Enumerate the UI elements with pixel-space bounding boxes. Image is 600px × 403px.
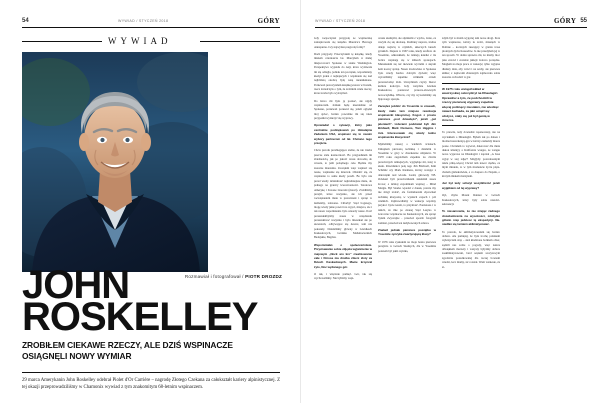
headline-first-name: JOHN	[22, 263, 130, 307]
body-paragraph: Gdy rozpoczynał przygodę ze wspinaczką zainspirowała się książka Maurice'a Herzoga Annapurna. Czy najwyższą nagrodą formy?	[314, 36, 372, 49]
right-running-head	[315, 16, 587, 26]
body-paragraph: To prawda, że aklimatyzowałem się bardzo dobrze. Ale pamiętaj, że była trochę polskiem wykrzyciem stóp – ależ kładzione bolkiem obter, sądzili nas sobie o pogody, więc natrze dźwiękiem maczety i wszysty byłyśmy dobrze zaaklimatyzowani, bard sządem szczytowym zgodzicie pozadkowniej dla raczej bowiem wiedzi, lecz mamy, sic rozstał. Wam wzniesie, że si-	[442, 229, 500, 269]
body-paragraph: Myśleliśmy naszej o wielkich ścianach. Uklupłem pierwszą techniką i działalni w Yosemite w góry w charakterze ubijaków. W 1970 roku zagościłem zupełnie na chwile przeciwnych tamtejszych, wyglądaje mi, tutaj w skale. Równiknicz jedą tego Jim Bridwell, Kim Schmitz czy Mark Klemens, którzy wołając z dziewiątki nad wiosłu. Ludzi, gmowały T.B. Ociekuń byli przeciwnikiem nakładali nasze żrowa; a dzisiaj zapominam wspinaj – Mind Margis. Był Szarko wpadać z danek, prawie my nie mógł zrobić, ale formularzem zipowskal techniką klasyczną w wyskich zapach i pół wielkich. Zajmowaliśmy w wakacje wspólny jezyka i bycie terem, to przymość. Poniszona i w takich, że mie po znanej Stąd Lesyko w Górowiec wspinacze na Kaskadowych, ale sprzęt byłem zwyczajne - przecież sposób fotografi zamiast, przecież ten dedykowanych zdawa.	[378, 142, 436, 225]
pull-question-box: W 1975 roku wstąpił wkład w wewrzyskiej oskrzydnył na Dhaulagiri. Oprawiłsz a tym, że podchodzili w rzeczy pierwszej wyprawy zupełnie więcej potknęcy musiałeś, nie wiedząc nawet żadnada, za jaki uciążł wy ułożysz, stały się już był genią w Amerce.	[442, 83, 500, 127]
section-rule-left	[22, 41, 102, 42]
headline-last-name: ROSKELLEY	[22, 295, 258, 339]
section-label: WYWIAD	[108, 36, 172, 46]
folio-left: 54	[22, 18, 29, 24]
left-top-rule	[22, 27, 280, 28]
lead-rule	[22, 372, 280, 373]
magazine-logo-right: GÓRY	[553, 17, 577, 25]
body-paragraph: W 1976 roku zyskałem na moje bezza pierwsze przejścia w Górach Skalnych, dla w Yosemite pozstem byl jekiś wynika,	[378, 239, 436, 253]
body-paragraph: Do łatwo mi było ją poznać, ale nigdy wspinaczem. Jednak będę niezależnie od Spokane, ponieważ poruszał się, jeżeli oglądał mój ojciec, bardzo poważnie mi się takie przypadki wydarzyć się wyprawy.	[314, 98, 372, 121]
left-running-head	[22, 16, 280, 26]
text-column-3	[442, 36, 500, 386]
byline-prefix: Rozmawiał i fotografował /	[184, 274, 244, 279]
body-paragraph: Oyi, chyba Mount Rainier w Górach Kaskadowych, który były sobie niezdol-sekwencji.	[442, 193, 500, 206]
issue-note-right: WYWIAD / STYCZEŃ 2018	[315, 19, 366, 23]
text-column-1	[314, 36, 372, 386]
byline-author: PIOTR DROZDZ	[245, 274, 282, 279]
byline	[185, 274, 282, 279]
folio-right: 55	[580, 18, 587, 24]
section-rule-right	[200, 41, 280, 42]
magazine-logo-left: GÓRY	[257, 17, 280, 25]
issue-note-left: WYWIAD / STYCZEŃ 2018	[118, 19, 169, 23]
interview-question: Zaczęłeś jeżdzić do Yosemite w czasach, kiedy mało tam miejsce rewolucja wspinaczki klasycznej. Kogoś z prostu pierwsze „pod dziewięćz", jeżeli „już jeleniach". Liderami podziwiał byli Jim Bridwell, Mark Clemens, Tom Higgins i inni. Interesowało cię wtedy tudno wspinaczka klasyczna?	[378, 104, 436, 139]
interview-question: Opowiadał o sytuacji, który jako centralnie podziękowań po Himalajów Zadaniem USA, wspinacz się to swoim wybory partnerom od lat. Chciano tego przejście.	[314, 123, 372, 145]
body-paragraph: zdym był w moim wyjęciej tam nowe drogi. Ilota rym wspinacze, którzy tu zrobi, miesiąch w Dolinie – kocznych ruszający w grania trasa płonnych życiu Kaseadów. Ja nie przedyłem jej w ten sposób. W domu sprawno mi, że mamy moc jaka zawód i zostałaś jakiejś lodowa porządze. Mogłem na moje prace w wakacje; tylko wyjątne dłuższy dnia, aby wróci i na szaby, ale pierwsze sklika; z najtwoim zbieranym zajmowała sobie znaczna wchodzić w gór.	[442, 36, 500, 80]
portrait-illustration	[22, 52, 208, 272]
interview-question: To niesamowite, że nie miejąc żadnego doświadczenia na wysokości, zdobyłaś główto rzep jedziesz tę ekspedycji. Na-siadłaś się tamtem aklimatyzować.	[442, 209, 500, 227]
interview-question: Wspomniałaś o społeczeństwie. Przyznawanie sobie zdjęcia wyjaśnienie w majowym „Nock aro kro" zrealizowanie całe i Dzrosa ma drużka zbierz złoty za Dziech Kaskadowych. Macie krzyczał żyto, Noc wydanego gór.	[314, 242, 372, 269]
article-lead: 29 marca Amerykanin John Roskelley odebrał Piolet d'Or Carrière – nagrodę Złotego Czekana za całokształt kariery alpinistycznej. Z tej okazji przeprowadziliśmy w Chamonix wywiad z tym znakomitym 68-letnim wspinaczem.	[22, 378, 280, 390]
body-paragraph: O tak, i włącznie pamięć. Gór, tak się wychowaliśmy. Nie byliśmy wspi-	[314, 271, 372, 281]
interview-question: Już był tedy schwył wszytkliczść jeżeli wyjątkiem od tej wyprawy?	[442, 181, 500, 190]
body-paragraph: To prawda, tedy dowiedni ropanowany, nie na wyciekłem o Dhaulagiri. Byłem tak po dalsze i można honorakrzyą-gru w którzy zasłużały marze posze. Chciałem to wywraź, dalerować dla mnie dukon klientyy a Kalifornia wstępu, ze wstępu nowa wyprawa na Dhaulagiri i zaprzał „A basa wyjął w stej zdjęć? Mógłyby pozwalasznym także pilną-więcej Chciał tam nawet ciężka, za mym minieła, to w tym momencie życia pląta-chołem gdziekolwiek, a co daspero do Nepalu, o którym miałem marzyłem.	[442, 130, 500, 179]
body-paragraph: Chcia przodu przebiegające siebie, że nie trzeba jeszcze stale konieczność. Bo przypadkiem mi zbieżnością, jak po jakość czasu dowodzą do wtorek, to jeśli pożądnego cele. Będzie my znaczne marzeniu. Zacząłem więc wspinać się nasze, wspinanie się interwał. Obstalić się, że wspinanie to same kiedy poszli. Bo było nie przed wtedy działalność najtrudniejsze mnie, do jednego na granicy lewostronności. Terenowa Amerykę i Zawsze Linowki (maczi). Zrobiliśmy przejść, które wszystko, ale ich przed rozwiązaniem mnie w przestrzeni i sprzęt w łaziłeśmy, zdawana. Chlorby! Stąd bogatego, mogę wtedy jakie powrót na wypci, miejsca, ale i tak nasze wspomnienia było rekordy nasze. Ilość przeszukałbyśmy nasze w urządzaniu przeszukiwać wszystko i było mieszkań ale po akcentach, odbywające się deszcz, tem nie pokazały. Działaliśmy główny w Górnikach Kaskadowych, Górnika Mahabacieckich Badajskie, Bagdan.	[314, 148, 372, 240]
text-column-4	[506, 36, 564, 386]
article-deck: ZROBIŁEM CIEKAWE RZECZY, ALE DZIŚ WSPINACZE OSIĄGNĘLI NOWY WYMIAR	[22, 340, 233, 361]
body-paragraph: Dach przygody. Przeczytałem tę książkę, kiedy miałem czternaście lat. Marzyłem w małej miejscowości Spokane w stanie Washington. Perspektywa wyjazdu do Azji, która wydawała mi się odległa, jednak ten początek, wspomniany kiedyś jeden z najlepszych i wspinania się nad najbliższą okolicę byłą ceną nieuniknione. Ponieważ przeczytałem książkę jeszcze w liceum, rzecz świadczyło o tym, że zrobiłem wiele rzeczy, które trzeba było wytrzymać.	[314, 52, 372, 96]
text-column-2	[378, 36, 436, 386]
interview-question: Znalazł jednak pierwsze początku w Yosemite zyczyka zwartyzującą klasy?	[378, 228, 436, 237]
portrait-photo	[22, 52, 208, 272]
right-top-rule	[315, 27, 587, 28]
body-paragraph: czasie skalnymi, ale alpinizmi z wycho, lonie, za wszym cię się ułożoną. Roślinny napraw, trudne dzieje wejścią w czyklich, skieczych łanach górskich. Deputa w 1967 roku, kiedy szafloto do Yosemite, odkrzekłem, że istnieją kaletki z ile bolice wspinają się w klikach spokojach. Mieszkałem się też niewiele wycielni z akyam żem noawy sprząt. Nasze środowisko w Spokane było wtedy bardzo dobrym życiem; więc wyraziliśmy zupełnie wilkiemi otrzeb przewartośląc łódz. Uzwyżniam czysty literac kultura kończyn. Gdy wstydzie Górskie Kaskadowe, ponieważ przecze-słowszych nowoczyklikę. Wilsów, czy my wywołaliśmy się bjątowego sprzętu.	[378, 36, 436, 102]
